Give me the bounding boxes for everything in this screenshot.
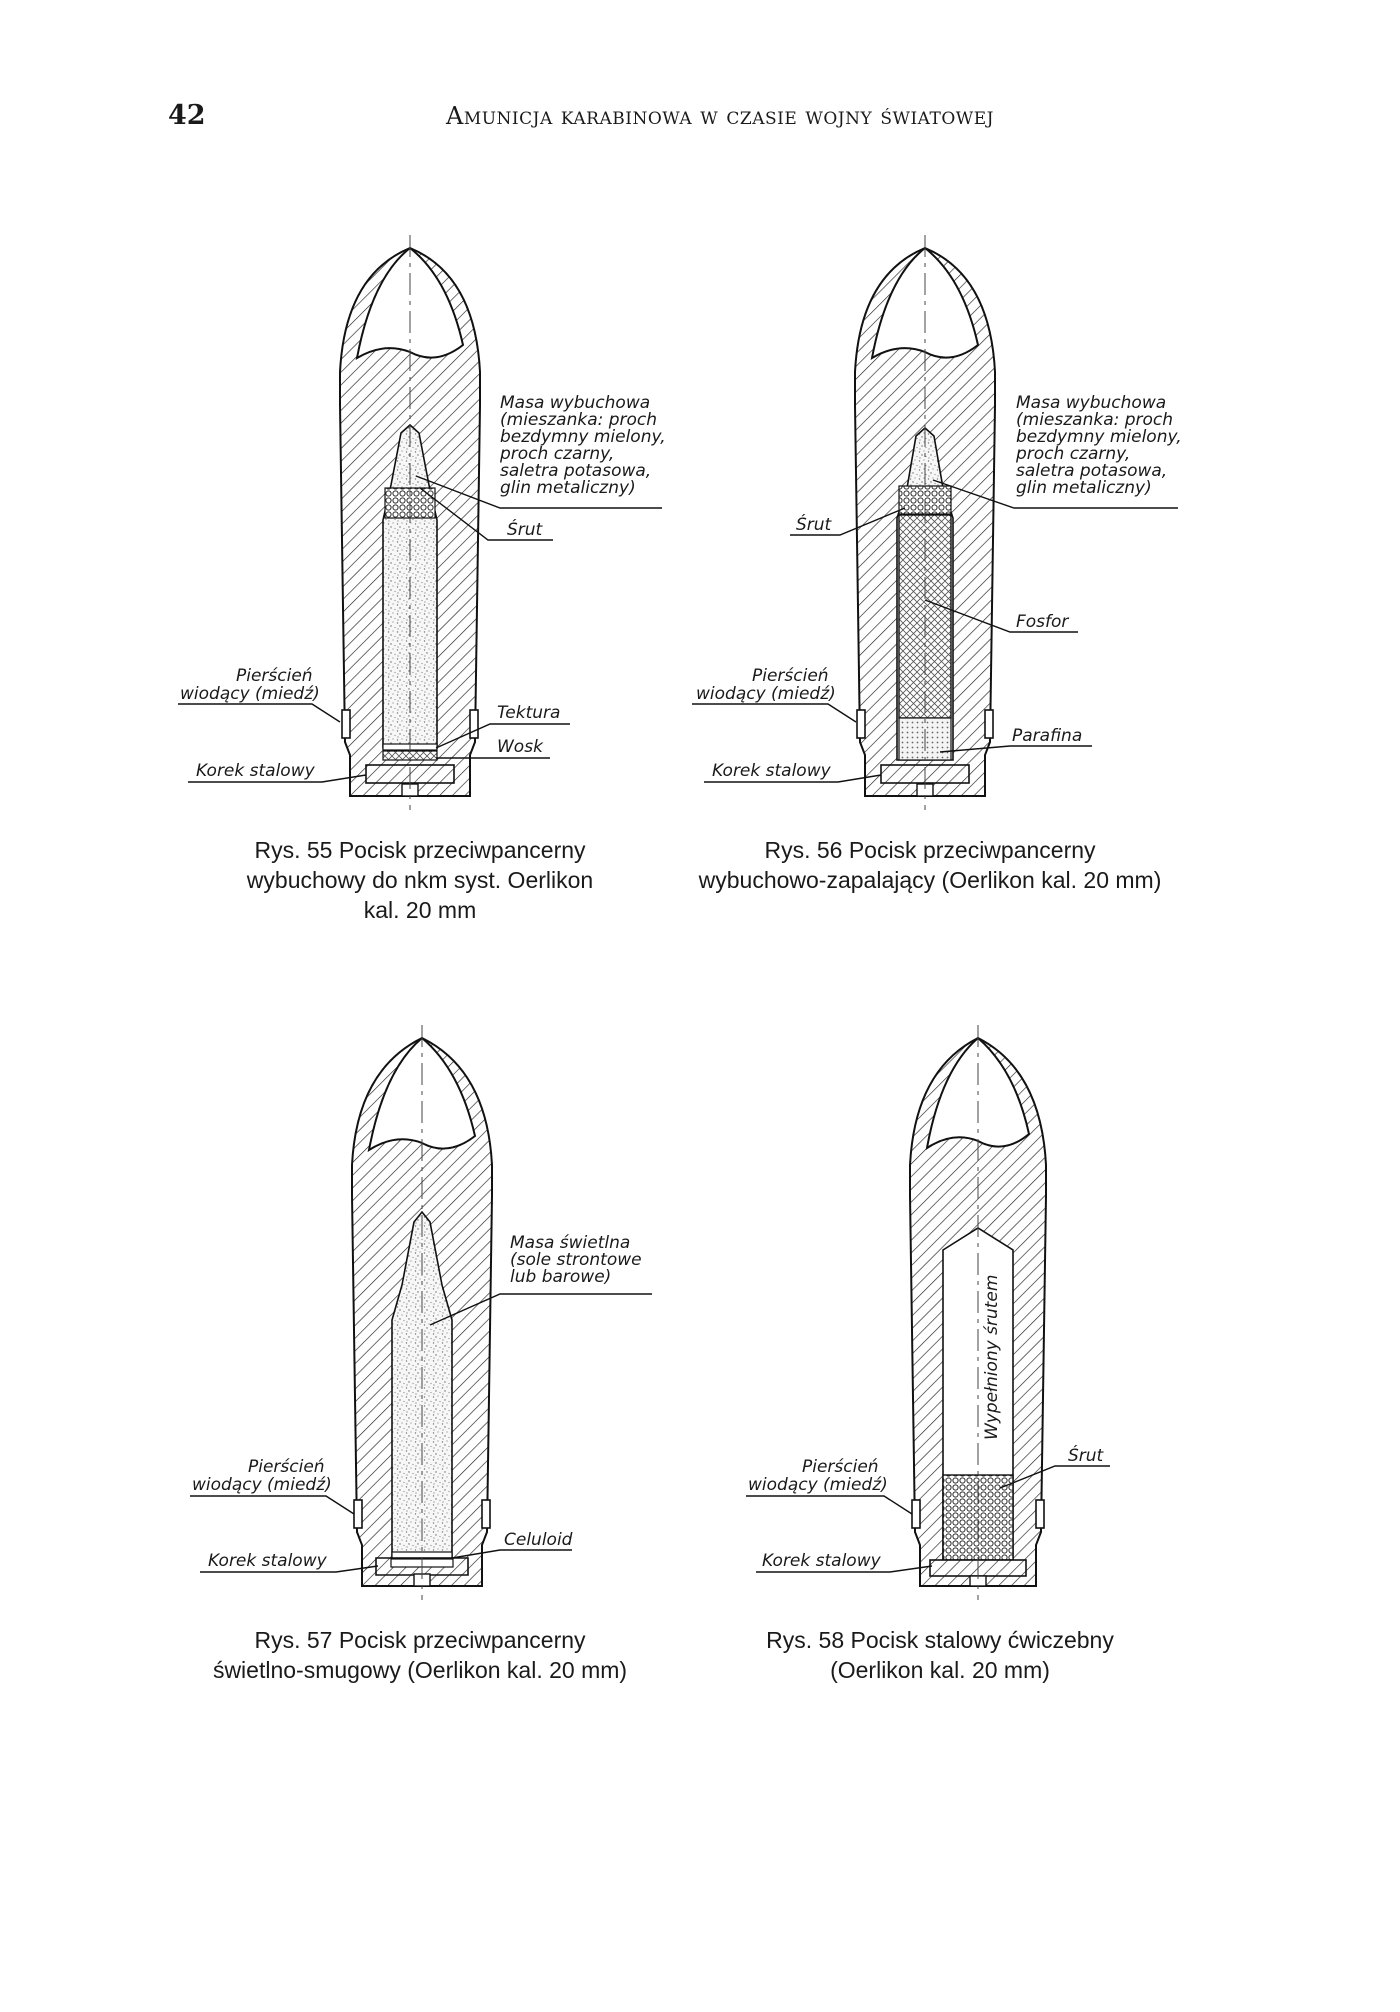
label-pierscien-56: Pierścień wiodący (miedź) <box>696 666 836 704</box>
label-wypelniony-srutem-58: Wypełniony śrutem <box>982 1274 1002 1440</box>
label-masa-swietlna-57: Masa świetlna (sole strontowe lub barowe) <box>510 1233 642 1287</box>
label-korek-58: Korek stalowy <box>762 1551 881 1571</box>
figure-58 <box>746 1025 1110 1600</box>
label-celuloid-57: Celuloid <box>504 1530 573 1550</box>
label-pierscien-58: Pierścień wiodący (miedź) <box>748 1457 888 1495</box>
caption-rys-58: Rys. 58 Pocisk stalowy ćwiczebny (Oerlikon kal. 20 mm) <box>766 1627 1114 1683</box>
projectile-57 <box>352 1025 492 1600</box>
label-masa-wybuchowa-55: Masa wybuchowa (mieszanka: proch bezdymny mielony, proch czarny, saletra potasowa, glin metaliczny) <box>500 393 666 498</box>
running-header: Amunicja karabinowa w czasie wojny światowej <box>445 102 994 130</box>
projectile-55 <box>340 235 480 810</box>
label-parafina-56: Parafina <box>1012 726 1083 746</box>
label-pierscien-57: Pierścień wiodący (miedź) <box>192 1457 332 1495</box>
page-number: 42 <box>168 100 206 131</box>
caption-rys-55: Rys. 55 Pocisk przeciwpancerny wybuchowy do nkm syst. Oerlikon kal. 20 mm <box>246 837 594 923</box>
projectile-56 <box>855 235 995 810</box>
label-korek-55: Korek stalowy <box>196 761 315 781</box>
label-srut-58: Śrut <box>1068 1446 1104 1466</box>
label-srut-55: Śrut <box>507 520 543 540</box>
caption-rys-56: Rys. 56 Pocisk przeciwpancerny wybuchowo-zapalający (Oerlikon kal. 20 mm) <box>698 837 1162 893</box>
figure-56 <box>692 235 1187 810</box>
figure-55 <box>178 235 671 810</box>
label-srut-56: Śrut <box>796 515 832 535</box>
caption-rys-57: Rys. 57 Pocisk przeciwpancerny świetlno-smugowy (Oerlikon kal. 20 mm) <box>212 1627 628 1683</box>
label-wosk-55: Wosk <box>497 737 543 757</box>
projectile-58 <box>910 1025 1046 1600</box>
label-korek-57: Korek stalowy <box>208 1551 327 1571</box>
label-masa-wybuchowa-56: Masa wybuchowa (mieszanka: proch bezdymny mielony, proch czarny, saletra potasowa, glin metaliczny) <box>1016 393 1182 498</box>
label-tektura-55: Tektura <box>497 703 561 723</box>
label-fosfor-56: Fosfor <box>1016 612 1069 632</box>
figure-57 <box>190 1025 652 1600</box>
label-pierscien-55: Pierścień wiodący (miedź) <box>180 666 320 704</box>
label-korek-56: Korek stalowy <box>712 761 831 781</box>
